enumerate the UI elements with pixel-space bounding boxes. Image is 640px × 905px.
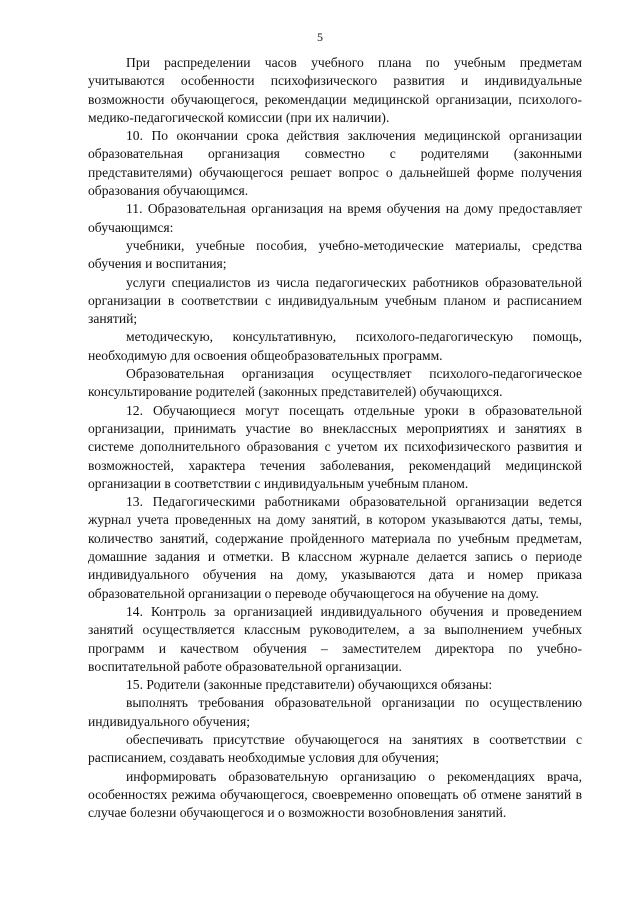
paragraph-hours-distribution: При распределении часов учебного плана по учебным предметам учитываются особенности психофизического развития и индивидуальные возможности обучающегося, рекомендации медицинской организации, психолого-медико-педагогической комиссии (при их наличии). bbox=[88, 55, 582, 125]
paragraph-item-15-attendance: обеспечивать присутствие обучающегося на занятиях в соответствии с расписанием, создавать необходимые условия для обучения; bbox=[88, 731, 582, 766]
paragraph-item-12: 12. Обучающиеся могут посещать отдельные уроки в образовательной организации, принимать участие во внеклассных мероприятиях и занятиях в системе дополнительного образования с учетом их психофизического развития и возможностей, характера течения заболевания, рекомендаций медицинской организации в соответствии с индивидуальным учебным планом. bbox=[88, 402, 582, 491]
paragraph-item-11: 11. Образовательная организация на время обучения на дому предоставляет обучающимся: bbox=[88, 201, 582, 235]
paragraph-item-11-assistance: методическую, консультативную, психолого-педагогическую помощь, необходимую для освоения общеобразовательных программ. bbox=[88, 329, 582, 363]
paragraph-item-15: 15. Родители (законные представители) обучающихся обязаны: bbox=[126, 677, 493, 693]
page-number: 5 bbox=[317, 30, 323, 44]
paragraph-item-10: 10. По окончании срока действия заключения медицинской организации образовательная организация совместно с родителями (законными представителями) обучающегося решает вопрос о дальнейшей форме получения образования обучающимся. bbox=[88, 128, 582, 199]
paragraph-item-15-inform: информировать образовательную организацию о рекомендациях врача, особенностях режима обучающегося, своевременно оповещать об отмене занятий в случае болезни обучающегося и о возможности возобновления занятий. bbox=[88, 768, 582, 821]
document-body bbox=[88, 54, 582, 822]
paragraph-item-13: 13. Педагогическими работниками образовательной организации ведется журнал учета проведенных на дому занятий, в котором указываются даты, темы, количество занятий, содержание пройденного материала по учебным предметам, домашние задания и отметки. В классном журнале делается запись о периоде индивидуального обучения на дому, указываются дата и номер приказа образовательной организации о переводе обучающегося на обучение на дому. bbox=[88, 494, 582, 601]
paragraph-item-14: 14. Контроль за организацией индивидуального обучения и проведением занятий осуществляется классным руководителем, а за выполнением учебных программ и качеством обучения – заместителем директора по учебно-воспитательной работе образовательной организации. bbox=[88, 603, 582, 674]
paragraph-item-11-specialists: услуги специалистов из числа педагогических работников образовательной организации в соответствии с индивидуальным учебным планом и расписанием занятий; bbox=[88, 274, 582, 327]
paragraph-parent-counseling: Образовательная организация осуществляет психолого-педагогическое консультирование родителей (законных представителей) обучающихся. bbox=[88, 366, 582, 400]
paragraph-item-11-textbooks: учебники, учебные пособия, учебно-методические материалы, средства обучения и воспитания; bbox=[88, 237, 582, 272]
paragraph-item-15-requirements: выполнять требования образовательной организации по осуществлению индивидуального обучения; bbox=[88, 695, 582, 729]
